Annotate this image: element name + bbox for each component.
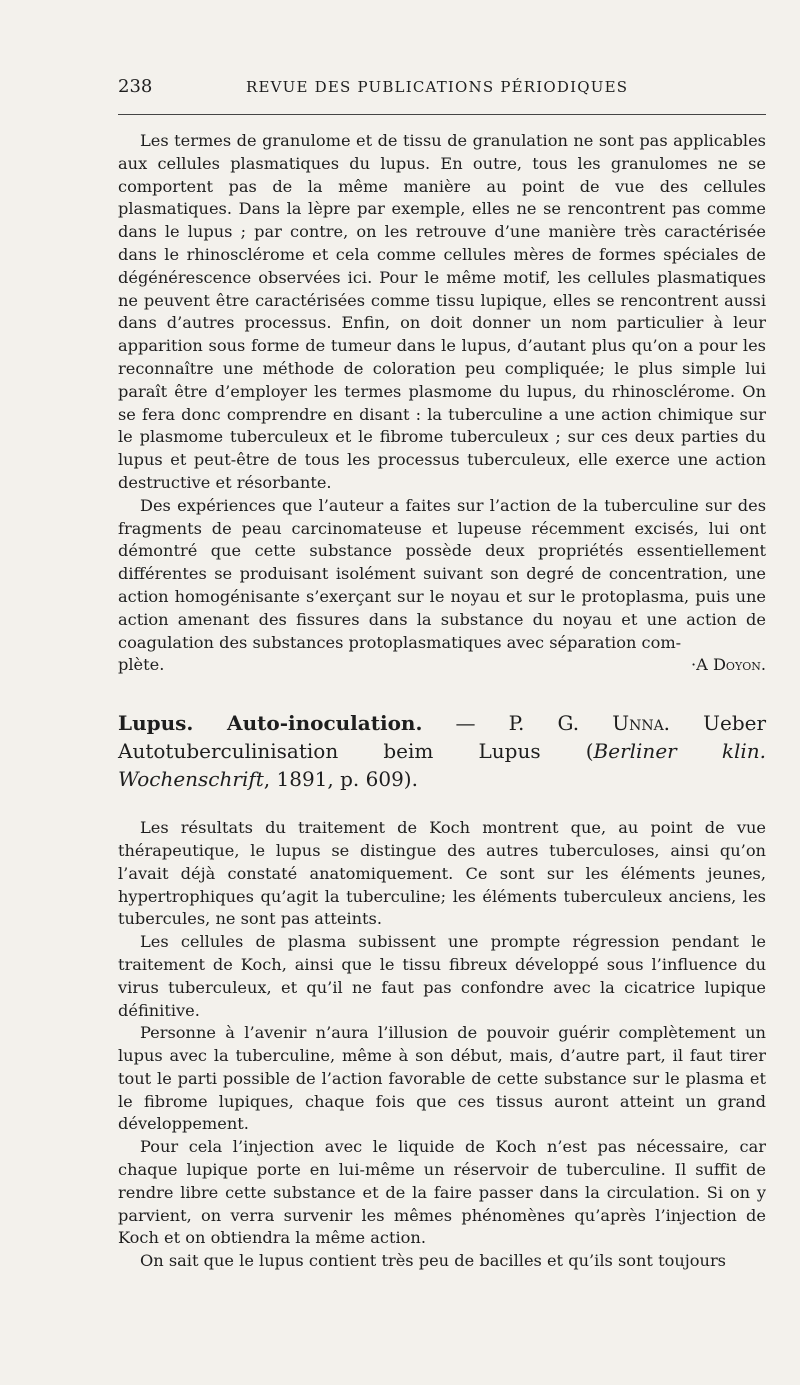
paragraph: Pour cela l’injection avec le liquide de Koch n’est pas nécessaire, car chaque lupique porte en lui-même un réservoir de tuberculine. Il suffit de rendre libre cette substance et de la faire passer dans la circulation. Si on y parvient, on verra survenir les mêmes phénomènes qu’après l’injection de Koch et on obtiendra la même action. bbox=[118, 1137, 766, 1248]
spacer bbox=[118, 793, 766, 817]
running-title: REVUE DES PUBLICATIONS PÉRIODIQUES bbox=[246, 78, 629, 96]
page-header bbox=[118, 76, 766, 102]
article-subject: Lupus. Auto-inoculation. bbox=[118, 711, 423, 736]
journal-name: Berliner klin. Wochenschrift bbox=[118, 739, 766, 792]
paragraph-end: plète. bbox=[118, 655, 165, 675]
article-author: P. G. Unna. bbox=[508, 711, 671, 736]
paragraph: Personne à l’avenir n’aura l’illusion de pouvoir guérir complètement un lupus avec la tuberculine, même à son début, mais, d’autre part, il faut tirer tout le parti possible de l’action favorable de cette substance sur le plasma et le fibrome lupiques, chaque fois que ces tissus auront atteint un grand développement. bbox=[118, 1023, 766, 1134]
paragraph: Les termes de granulome et de tissu de granulation ne sont pas applicables aux cellules plasmatiques du lupus. En outre, tous les granulomes ne se comportent pas de la même manière au point de vue des cellules plasmatiques. Dans la lèpre par exemple, elles ne se rencontrent pas comme dans le lupus ; par contre, on les retrouve d’une manière très caractérisée dans le rhinosclérome et cela comme cellules mères de formes spéciales de dégénérescence observées ici. Pour le même motif, les cellules plasmatiques ne peuvent être caractérisées comme tissu lupique, elles se rencontrent aussi dans d’autres processus. Enfin, on doit donner un nom particulier à leur apparition sous forme de tumeur dans le lupus, d’autant plus qu’on a pour les reconnaître une méthode de coloration peu compliquée; le plus simple lui paraît être d’employer les termes plasmome du lupus, du rhinosclérome. On se fera donc comprendre en disant : la tuberculine a une action chimique sur le plasmome tuberculeux et le fibrome tuberculeux ; sur ces deux parties du lupus et peut-être de tous les processus tuberculeux, elle exerce une action destructive et résorbante. bbox=[118, 131, 766, 492]
article-heading bbox=[118, 709, 766, 793]
signature-line bbox=[118, 654, 766, 677]
header-rule bbox=[118, 114, 766, 115]
body-text bbox=[118, 130, 766, 1273]
paragraph: Les cellules de plasma subissent une prompte régression pendant le traitement de Koch, ainsi que le tissu fibreux développé sous l’influence du virus tuberculeux, et qu’il ne faut pas confondre avec la cicatrice lupique définitive. bbox=[118, 932, 766, 1020]
paragraph: Les résultats du traitement de Koch montrent que, au point de vue thérapeutique, le lupus se distingue des autres tuberculoses, ainsi qu’on l’avait déjà constaté anatomiquement. Ce sont sur les éléments jeunes, hypertrophiques qu’agit la tuberculine; les éléments tuberculeux anciens, les tubercules, ne sont pas atteints. bbox=[118, 818, 766, 929]
paragraph: On sait que le lupus contient très peu de bacilles et qu’ils sont toujours bbox=[140, 1251, 726, 1271]
article-citation: , 1891, p. 609). bbox=[263, 767, 418, 792]
heading-dash: — bbox=[422, 711, 509, 736]
page-number: 238 bbox=[118, 76, 153, 97]
article-title: Ueber Autotuberculinisation beim Lupus ( bbox=[118, 711, 767, 764]
paragraph: Des expériences que l’auteur a faites sur l’action de la tuberculine sur des fragments de peau carcinomateuse et lupeuse récemment excisés, lui ont démontré que cette substance possède deux propriétés essentiellement différentes se produisant isolément suivant son degré de concentration, une action homogénisante s’exerçant sur le noyau et sur le protoplasma, puis une action amenant des fissures dans la substance du noyau et une action de coagulation des substances protoplasmatiques avec séparation com- bbox=[118, 495, 766, 652]
author-signature: ·A Doyon. bbox=[690, 655, 766, 675]
